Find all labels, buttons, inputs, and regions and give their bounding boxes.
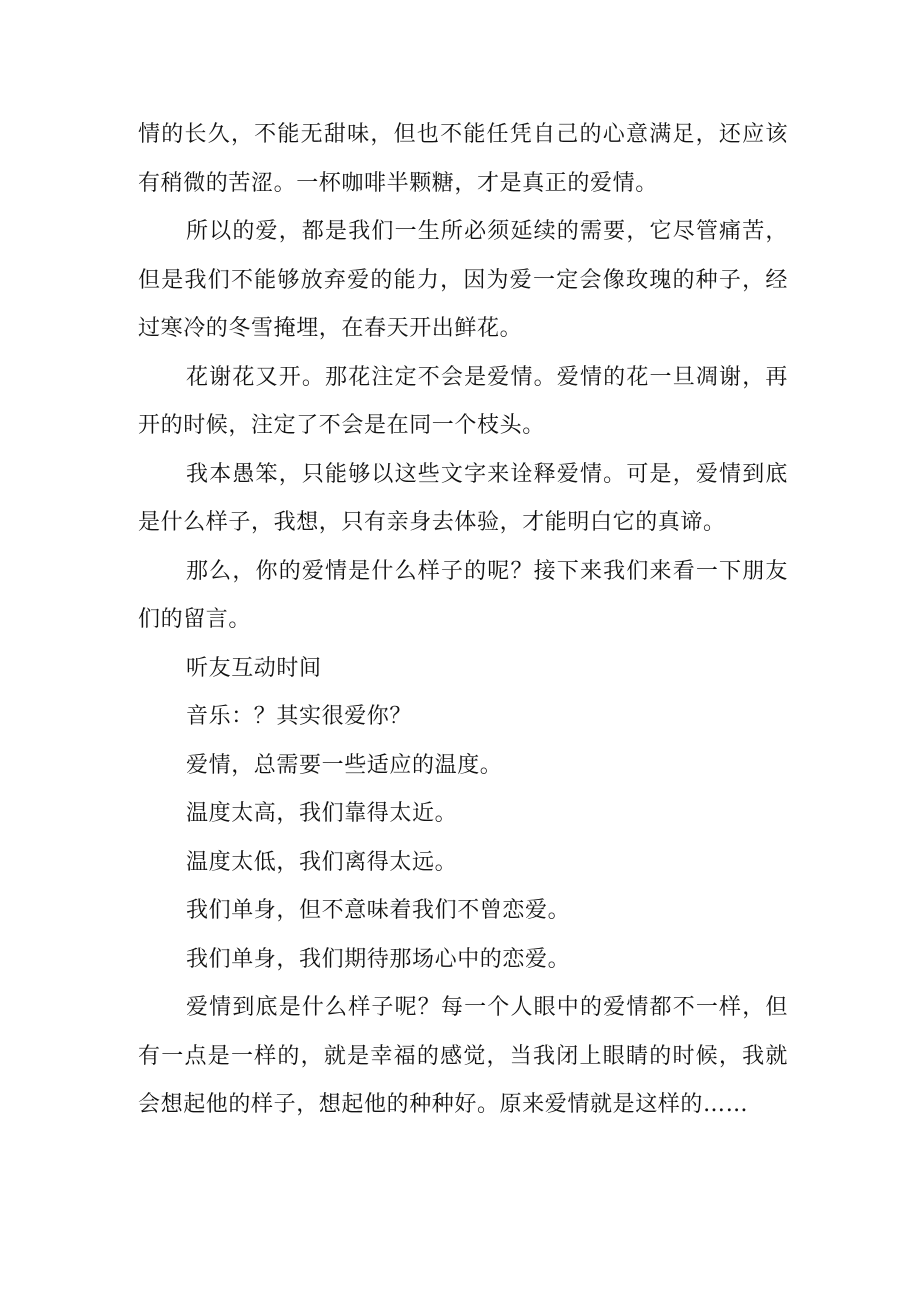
paragraph-love-ability: 所以的爱，都是我们一生所必须延续的需要，它尽管痛苦，但是我们不能够放弃爱的能力，因为爱一定会像玫瑰的种子，经过寒冷的冬雪掩埋，在春天开出鲜花。 bbox=[138, 219, 788, 341]
music-line: 音乐：？其实很爱你？ bbox=[186, 704, 413, 729]
text-line: 温度太高，我们靠得太近。 bbox=[186, 801, 458, 826]
section-heading-interaction: 听友互动时间 bbox=[186, 655, 322, 681]
text-line: 我们单身，但不意味着我们不曾恋爱。 bbox=[186, 898, 571, 923]
document-body bbox=[138, 111, 788, 1130]
text-line: 爱情，总需要一些适应的温度。 bbox=[186, 752, 503, 778]
paragraph-words: 我本愚笨，只能够以这些文字来诠释爱情。可是，爱情到底是什么样子，我想，只有亲身去体验，才能明白它的真谛。 bbox=[138, 461, 788, 535]
text-line: 温度太低，我们离得太远。 bbox=[186, 849, 458, 875]
text-line: 我们单身，我们期待那场心中的恋爱。 bbox=[186, 946, 571, 972]
paragraph-continuation: 情的长久，不能无甜味，但也不能任凭自己的心意满足，还应该有稍微的苦涩。一杯咖啡半颗糖，才是真正的爱情。 bbox=[138, 122, 788, 196]
paragraph-closing: 爱情到底是什么样子呢？每一个人眼中的爱情都不一样，但有一点是一样的，就是幸福的感觉，当我闭上眼睛的时候，我就会想起他的样子，想起他的种种好。原来爱情就是这样的…… bbox=[138, 995, 788, 1117]
paragraph-question: 那么，你的爱情是什么样子的呢？接下来我们来看一下朋友们的留言。 bbox=[138, 558, 788, 632]
paragraph-flower: 花谢花又开。那花注定不会是爱情。爱情的花一旦凋谢，再开的时候，注定了不会是在同一个枝头。 bbox=[138, 364, 788, 438]
